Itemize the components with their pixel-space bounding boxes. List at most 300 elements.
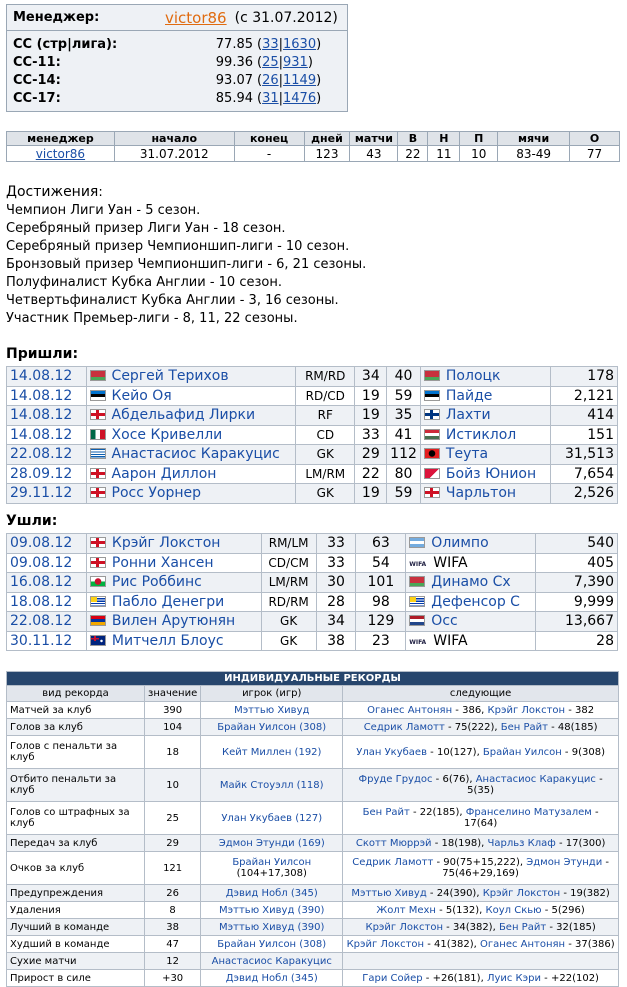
transfer-date: 14.08.12 bbox=[7, 367, 87, 387]
player-position: GK bbox=[296, 484, 355, 504]
next-player-value: - 75(46+29,169) bbox=[442, 857, 609, 879]
transfer-date: 09.08.12 bbox=[7, 553, 87, 573]
manager-box bbox=[6, 4, 348, 112]
record-category: Удаления bbox=[7, 902, 145, 919]
transfer-fee: 178 bbox=[551, 367, 618, 387]
player-cell bbox=[86, 631, 261, 651]
record-category: Голов с пенальти за клуб bbox=[7, 736, 145, 769]
record-value: 38 bbox=[145, 919, 201, 936]
next-player-link[interactable]: Крэйг Локстон bbox=[487, 704, 566, 716]
club-cell bbox=[420, 484, 551, 504]
next-player-link[interactable]: Седрик Ламотт bbox=[352, 857, 434, 868]
club-cell bbox=[420, 406, 551, 426]
achievement-item: Четвертьфиналист Кубка Англии - 3, 16 сезоны. bbox=[6, 293, 339, 308]
next-player-link[interactable]: Брайан Уилсон bbox=[482, 746, 562, 758]
player-age: 19 bbox=[355, 386, 387, 406]
player-link[interactable]: Рис Роббинс bbox=[111, 574, 202, 591]
player-link[interactable]: Митчелл Блоус bbox=[111, 632, 224, 649]
next-player-link[interactable]: Скотт Мюррэй bbox=[355, 837, 432, 849]
next-player-link[interactable]: Франселино Матузалем bbox=[465, 807, 592, 818]
record-next-cell bbox=[343, 919, 619, 936]
records-caption: ИНДИВИДУАЛЬНЫЕ РЕКОРДЫ bbox=[7, 672, 619, 686]
record-next-cell bbox=[343, 953, 619, 970]
next-player-value: - 386, bbox=[452, 704, 488, 716]
belarus-flag-icon bbox=[424, 370, 440, 381]
record-row bbox=[7, 885, 619, 902]
next-player-link[interactable]: Седрик Ламотт bbox=[363, 721, 445, 733]
player-rating: 54 bbox=[356, 553, 406, 573]
record-row bbox=[7, 970, 619, 987]
player-cell bbox=[86, 406, 295, 426]
player-age: 19 bbox=[355, 406, 387, 426]
club-link[interactable]: Осс bbox=[431, 613, 458, 630]
record-holder-link[interactable]: Майк Стоуэлл (118) bbox=[219, 779, 324, 791]
record-value: 390 bbox=[145, 702, 201, 719]
next-player-link[interactable]: Бен Райт bbox=[362, 807, 410, 818]
player-cell bbox=[86, 386, 295, 406]
record-holder-cell bbox=[201, 802, 343, 835]
transfer-fee: 7,390 bbox=[536, 573, 618, 593]
transfer-fee: 540 bbox=[536, 534, 618, 554]
player-link[interactable]: Росс Уорнер bbox=[111, 485, 202, 502]
record-value: 18 bbox=[145, 736, 201, 769]
transfer-row bbox=[7, 425, 618, 445]
player-position: RD/RM bbox=[261, 592, 316, 612]
club-cell bbox=[420, 464, 551, 484]
record-holder-cell bbox=[201, 936, 343, 953]
strength-ranks: (31|1476) bbox=[257, 90, 322, 106]
england-flag-icon bbox=[90, 487, 106, 498]
next-player-value: - +26(181), bbox=[422, 972, 487, 984]
record-value: 29 bbox=[145, 835, 201, 852]
transfer-date: 22.08.12 bbox=[7, 612, 87, 632]
next-player-link[interactable]: Бен Райт bbox=[500, 721, 548, 733]
transfer-date: 14.08.12 bbox=[7, 386, 87, 406]
stats-cell: 123 bbox=[304, 146, 350, 162]
next-player-value: - 17(64) bbox=[463, 807, 599, 829]
next-player-link[interactable]: Гари Сойер bbox=[362, 972, 423, 984]
record-category: Матчей за клуб bbox=[7, 702, 145, 719]
record-holder-link[interactable]: Кейт Миллен (192) bbox=[222, 746, 322, 758]
club-cell bbox=[420, 445, 551, 465]
rank-link[interactable]: 31 bbox=[262, 90, 279, 106]
strength-row bbox=[13, 53, 341, 71]
record-holder-link[interactable]: Мэттью Хивуд bbox=[234, 704, 310, 716]
player-age: 29 bbox=[355, 445, 387, 465]
greece-flag-icon bbox=[90, 448, 106, 459]
records-header: вид рекорда bbox=[7, 686, 145, 702]
next-player-link[interactable]: Оганес Антонян bbox=[480, 938, 566, 950]
next-player-value: - 17(300) bbox=[555, 837, 606, 849]
club-link[interactable]: Теута bbox=[445, 446, 489, 463]
player-position: LM/RM bbox=[261, 573, 316, 593]
next-player-value: - 9(308) bbox=[561, 746, 605, 758]
player-cell bbox=[86, 464, 295, 484]
player-link[interactable]: Крэйг Локстон bbox=[111, 535, 221, 552]
player-rating: 112 bbox=[387, 445, 421, 465]
achievement-item: Полуфиналист Кубка Англии - 10 сезон. bbox=[6, 275, 282, 290]
rank-link[interactable]: 26 bbox=[262, 72, 279, 88]
player-age: 19 bbox=[355, 484, 387, 504]
next-player-link[interactable]: Бен Райт bbox=[498, 921, 547, 933]
wifa-logo-icon: WIFA bbox=[409, 560, 427, 568]
transfer-row bbox=[7, 445, 618, 465]
next-player-value: - 5(296) bbox=[541, 904, 585, 916]
player-link[interactable]: Ронни Хансен bbox=[111, 554, 214, 571]
record-value: 26 bbox=[145, 885, 201, 902]
transfer-fee: 9,999 bbox=[536, 592, 618, 612]
club-name: WIFA bbox=[433, 554, 468, 571]
record-next-cell bbox=[343, 769, 619, 802]
transfer-row bbox=[7, 553, 618, 573]
club-link[interactable]: Чарльтон bbox=[445, 485, 517, 502]
player-age: 33 bbox=[316, 553, 356, 573]
player-rating: 98 bbox=[356, 592, 406, 612]
record-next-cell bbox=[343, 936, 619, 953]
record-row bbox=[7, 852, 619, 885]
record-value: 25 bbox=[145, 802, 201, 835]
record-value: 121 bbox=[145, 852, 201, 885]
player-cell bbox=[86, 534, 261, 554]
record-holder-link[interactable]: Брайан Уилсон (308) bbox=[217, 721, 327, 733]
player-link[interactable]: Абдельафид Лирки bbox=[111, 407, 256, 424]
estonia-flag-icon bbox=[424, 390, 440, 401]
club-link[interactable]: Полоцк bbox=[445, 368, 501, 385]
netherlands-flag-icon bbox=[409, 615, 425, 626]
player-link[interactable]: Вилен Арутюнян bbox=[111, 613, 236, 630]
record-row bbox=[7, 702, 619, 719]
transfer-row bbox=[7, 367, 618, 387]
next-player-link[interactable]: Жолт Мехн bbox=[376, 904, 436, 916]
rank-link[interactable]: 931 bbox=[283, 54, 308, 70]
record-row bbox=[7, 953, 619, 970]
nepal-flag-icon bbox=[424, 468, 440, 479]
stats-header: В bbox=[398, 132, 428, 146]
player-rating: 35 bbox=[387, 406, 421, 426]
player-age: 30 bbox=[316, 573, 356, 593]
stats-header: конец bbox=[234, 132, 304, 146]
player-link[interactable]: Пабло Денегри bbox=[111, 593, 225, 610]
departures-table bbox=[6, 533, 618, 651]
player-cell bbox=[86, 425, 295, 445]
record-holder-link[interactable]: Брайан Уилсон bbox=[232, 857, 312, 868]
arrivals-title: Пришли: bbox=[6, 346, 79, 362]
record-holder-cell bbox=[201, 852, 343, 885]
record-value: +30 bbox=[145, 970, 201, 987]
record-next-cell bbox=[343, 802, 619, 835]
stats-header: Н bbox=[428, 132, 460, 146]
player-rating: 59 bbox=[387, 484, 421, 504]
england-flag-icon bbox=[90, 557, 106, 568]
player-cell bbox=[86, 612, 261, 632]
record-row bbox=[7, 919, 619, 936]
record-holder-link[interactable]: Мэттью Хивуд (390) bbox=[219, 921, 325, 933]
strength-value: 77.85 bbox=[215, 36, 253, 52]
record-category: Передач за клуб bbox=[7, 835, 145, 852]
record-row bbox=[7, 769, 619, 802]
uruguay-flag-icon bbox=[90, 596, 106, 607]
next-player-value: - 19(382) bbox=[560, 887, 610, 899]
transfer-date: 29.11.12 bbox=[7, 484, 87, 504]
record-holder-link[interactable]: Анастасиос Каракуцис bbox=[211, 955, 332, 967]
achievements-section: Достижения: Чемпион Лиги Уан - 5 сезон. Серебряный призер Лиги Уан - 18 сезон. Серебряный призер Чемпионшип-лиги - 10 сезон. Бронзовый призер Чемпионшип-лиги - 6, 21 сезоны. Полуфиналист Кубка Англии - 10 сезон. Четвертьфиналист Кубка Англии - 3, 16 сезоны. Участник Премьер-лиги - 8, 11, 22 сезоны. bbox=[6, 184, 367, 326]
uruguay-flag-icon bbox=[409, 596, 425, 607]
stats-cell: - bbox=[234, 146, 304, 162]
next-player-link[interactable]: Анастасиос Каракуцис bbox=[475, 774, 596, 785]
club-link[interactable]: Олимпо bbox=[431, 535, 489, 552]
stats-cell bbox=[7, 146, 115, 162]
next-player-link[interactable]: Чарльз Клаф bbox=[487, 837, 556, 849]
player-position: LM/RM bbox=[296, 464, 355, 484]
departures-title-text: Ушли bbox=[6, 513, 52, 529]
player-link[interactable]: Кейо Оя bbox=[111, 387, 172, 404]
manager-label: Менеджер: bbox=[13, 10, 100, 25]
record-category: Отбито пенальти за клуб bbox=[7, 769, 145, 802]
player-cell bbox=[86, 573, 261, 593]
stats-cell: 31.07.2012 bbox=[114, 146, 234, 162]
record-category: Сухие матчи bbox=[7, 953, 145, 970]
strength-row bbox=[13, 71, 341, 89]
strength-value: 85.94 bbox=[215, 90, 253, 106]
record-next-cell bbox=[343, 736, 619, 769]
next-player-link[interactable]: Крэйг Локстон bbox=[482, 887, 561, 899]
rank-link[interactable]: 1149 bbox=[283, 72, 317, 88]
record-next-cell bbox=[343, 719, 619, 736]
next-player-link[interactable]: Крэйг Локстон bbox=[346, 938, 425, 950]
armenia-flag-icon bbox=[90, 615, 106, 626]
club-link[interactable]: Дефенсор С bbox=[431, 593, 520, 610]
transfer-row bbox=[7, 573, 618, 593]
manager-name-link[interactable]: victor86 bbox=[165, 8, 227, 27]
record-holder-cell bbox=[201, 719, 343, 736]
club-link[interactable]: Динамо Сх bbox=[431, 574, 511, 591]
strength-label: СС-11: bbox=[13, 54, 61, 70]
team-strength-list bbox=[7, 31, 347, 107]
transfer-row bbox=[7, 592, 618, 612]
record-category: Лучший в команде bbox=[7, 919, 145, 936]
player-rating: 101 bbox=[356, 573, 406, 593]
club-cell bbox=[420, 425, 551, 445]
record-holder-link[interactable]: Дэвид Нобл (345) bbox=[225, 972, 318, 984]
estonia-flag-icon bbox=[90, 390, 106, 401]
club-cell bbox=[406, 534, 536, 554]
wifa-logo-icon: WIFA bbox=[409, 638, 427, 646]
wales-flag-icon bbox=[90, 576, 106, 587]
club-cell bbox=[406, 612, 536, 632]
record-holder-cell bbox=[201, 835, 343, 852]
stats-cell: 10 bbox=[460, 146, 498, 162]
records-header: следующие bbox=[343, 686, 619, 702]
transfer-date: 22.08.12 bbox=[7, 445, 87, 465]
next-player-value: - 75(222), bbox=[444, 721, 501, 733]
england-flag-icon bbox=[424, 487, 440, 498]
rank-link[interactable]: 1630 bbox=[283, 36, 317, 52]
record-holder-link[interactable]: Улан Укубаев (127) bbox=[221, 812, 323, 824]
player-rating: 41 bbox=[387, 425, 421, 445]
transfer-fee: 2,121 bbox=[551, 386, 618, 406]
record-row bbox=[7, 719, 619, 736]
belarus-flag-icon bbox=[90, 370, 106, 381]
record-category: Худший в команде bbox=[7, 936, 145, 953]
record-holder-cell bbox=[201, 902, 343, 919]
transfer-row bbox=[7, 534, 618, 554]
albania-flag-icon bbox=[424, 448, 440, 459]
stats-header: мячи bbox=[498, 132, 570, 146]
player-age: 22 bbox=[355, 464, 387, 484]
record-holder-link[interactable]: Мэттью Хивуд (390) bbox=[219, 904, 325, 916]
manager-link[interactable]: victor86 bbox=[35, 146, 86, 161]
next-player-value: - 37(386) bbox=[565, 938, 615, 950]
player-cell bbox=[86, 484, 295, 504]
record-holder-link[interactable]: Брайан Уилсон (308) bbox=[217, 938, 327, 950]
record-holder-extra: (104+17,308) bbox=[236, 868, 307, 879]
record-holder-link[interactable]: Эдмон Этунди (169) bbox=[218, 837, 325, 849]
next-player-value: - 34(382), bbox=[443, 921, 499, 933]
club-link[interactable]: Бойз Юнион bbox=[445, 465, 537, 482]
record-row bbox=[7, 736, 619, 769]
next-player-link[interactable]: Крэйг Локстон bbox=[365, 921, 443, 933]
next-player-link[interactable]: Фруде Грудос bbox=[358, 774, 433, 785]
strength-value: 99.36 bbox=[215, 54, 253, 70]
transfer-fee: 7,654 bbox=[551, 464, 618, 484]
club-link[interactable]: Пайде bbox=[445, 387, 493, 404]
player-age: 33 bbox=[355, 425, 387, 445]
player-age: 34 bbox=[316, 612, 356, 632]
arrivals-table bbox=[6, 366, 618, 504]
records-header: значение bbox=[145, 686, 201, 702]
record-holder-link[interactable]: Дэвид Нобл (345) bbox=[225, 887, 318, 899]
next-player-value: - 22(185), bbox=[409, 807, 466, 818]
next-player-value: - 6(76), bbox=[432, 774, 476, 785]
player-position: CD bbox=[296, 425, 355, 445]
player-age: 33 bbox=[316, 534, 356, 554]
transfer-fee: 151 bbox=[551, 425, 618, 445]
strength-label: СС-17: bbox=[13, 90, 61, 106]
club-cell bbox=[406, 631, 536, 651]
player-rating: 23 bbox=[356, 631, 406, 651]
next-player-link[interactable]: Оганес Антонян bbox=[367, 704, 453, 716]
player-link[interactable]: Аарон Диллон bbox=[111, 465, 217, 482]
stats-cell: 22 bbox=[398, 146, 428, 162]
rank-link[interactable]: 1476 bbox=[283, 90, 317, 106]
stats-cell: 43 bbox=[350, 146, 398, 162]
player-position: CD/CM bbox=[261, 553, 316, 573]
england-flag-icon bbox=[90, 468, 106, 479]
player-position: GK bbox=[296, 445, 355, 465]
player-link[interactable]: Анастасиос Каракуцис bbox=[111, 446, 280, 463]
next-player-link[interactable]: Мэттью Хивуд bbox=[351, 887, 427, 899]
next-player-value: - 10(127), bbox=[426, 746, 483, 758]
player-position: RM/RD bbox=[296, 367, 355, 387]
player-cell bbox=[86, 445, 295, 465]
strength-row bbox=[13, 35, 341, 53]
next-player-link[interactable]: Улан Укубаев bbox=[356, 746, 427, 758]
transfer-row bbox=[7, 406, 618, 426]
player-rating: 80 bbox=[387, 464, 421, 484]
club-cell bbox=[420, 367, 551, 387]
record-holder-cell bbox=[201, 953, 343, 970]
achievement-item: Чемпион Лиги Уан - 5 сезон. bbox=[6, 203, 201, 218]
record-value: 104 bbox=[145, 719, 201, 736]
mexico-flag-icon bbox=[90, 429, 106, 440]
club-cell bbox=[406, 573, 536, 593]
club-name: WIFA bbox=[433, 632, 468, 649]
transfer-fee: 414 bbox=[551, 406, 618, 426]
record-holder-cell bbox=[201, 970, 343, 987]
transfer-row bbox=[7, 612, 618, 632]
next-player-link[interactable]: Эдмон Этунди bbox=[526, 857, 603, 868]
record-category: Очков за клуб bbox=[7, 852, 145, 885]
player-position: RF bbox=[296, 406, 355, 426]
club-cell bbox=[420, 386, 551, 406]
individual-records-table bbox=[6, 671, 619, 987]
stats-header: дней bbox=[304, 132, 350, 146]
strength-value: 93.07 bbox=[215, 72, 253, 88]
record-holder-cell bbox=[201, 736, 343, 769]
next-player-value: - 41(382), bbox=[424, 938, 481, 950]
rank-link[interactable]: 25 bbox=[262, 54, 279, 70]
records-header-row bbox=[7, 686, 619, 702]
stats-header: начало bbox=[114, 132, 234, 146]
player-rating: 59 bbox=[387, 386, 421, 406]
record-next-cell bbox=[343, 970, 619, 987]
manager-stats-table bbox=[6, 131, 620, 162]
record-category: Голов со штрафных за клуб bbox=[7, 802, 145, 835]
player-link[interactable]: Хосе Кривелли bbox=[111, 426, 223, 443]
player-rating: 63 bbox=[356, 534, 406, 554]
stats-header: менеджер bbox=[7, 132, 115, 146]
transfer-fee: 28 bbox=[536, 631, 618, 651]
rank-link[interactable]: 33 bbox=[262, 36, 279, 52]
next-player-value: - 90(75+15,222), bbox=[433, 857, 527, 868]
australia-flag-icon bbox=[90, 635, 106, 646]
achievement-item: Бронзовый призер Чемпионшип-лиги - 6, 21 сезоны. bbox=[6, 257, 367, 272]
club-link[interactable]: Истиклол bbox=[445, 426, 517, 443]
strength-ranks: (25|931) bbox=[257, 54, 313, 70]
next-player-link[interactable]: Луис Кэри bbox=[486, 972, 541, 984]
departures-title: Ушли: bbox=[6, 513, 58, 529]
stats-cell: 11 bbox=[428, 146, 460, 162]
next-player-value: - 32(185) bbox=[546, 921, 596, 933]
transfer-date: 28.09.12 bbox=[7, 464, 87, 484]
player-link[interactable]: Сергей Терихов bbox=[111, 368, 229, 385]
record-row bbox=[7, 936, 619, 953]
record-value: 12 bbox=[145, 953, 201, 970]
transfer-fee: 405 bbox=[536, 553, 618, 573]
player-age: 38 bbox=[316, 631, 356, 651]
transfer-date: 09.08.12 bbox=[7, 534, 87, 554]
hungary-flag-icon bbox=[424, 429, 440, 440]
club-cell bbox=[406, 592, 536, 612]
next-player-link[interactable]: Коул Скью bbox=[485, 904, 542, 916]
record-next-cell bbox=[343, 852, 619, 885]
transfer-row bbox=[7, 631, 618, 651]
manager-since: (с 31.07.2012) bbox=[234, 9, 338, 26]
record-next-cell bbox=[343, 885, 619, 902]
transfer-row bbox=[7, 386, 618, 406]
records-header: игрок (игр) bbox=[201, 686, 343, 702]
record-row bbox=[7, 902, 619, 919]
record-value: 8 bbox=[145, 902, 201, 919]
next-player-value: - +22(102) bbox=[541, 972, 599, 984]
stats-header: О bbox=[570, 132, 620, 146]
record-holder-cell bbox=[201, 702, 343, 719]
next-player-value: - 5(132), bbox=[435, 904, 486, 916]
player-cell bbox=[86, 592, 261, 612]
arrivals-title-text: Пришли bbox=[6, 346, 73, 362]
next-player-value: - 382 bbox=[565, 704, 595, 716]
club-link[interactable]: Лахти bbox=[445, 407, 491, 424]
